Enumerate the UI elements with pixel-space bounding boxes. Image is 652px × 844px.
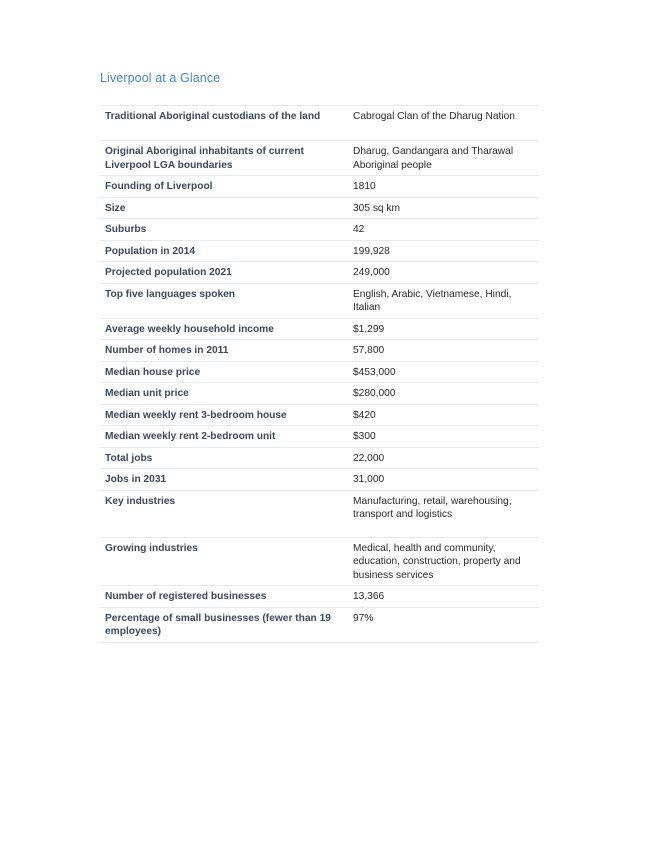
table-row bbox=[99, 426, 539, 448]
table-row bbox=[99, 447, 539, 469]
row-value: 13,366 bbox=[353, 591, 385, 602]
table-row bbox=[99, 383, 539, 405]
row-label: Percentage of small businesses (fewer than 19 employees) bbox=[105, 612, 331, 637]
row-value: 31,000 bbox=[353, 474, 385, 485]
row-value: Cabrogal Clan of the Dharug Nation bbox=[353, 111, 515, 122]
row-value: 42 bbox=[353, 224, 365, 235]
table-row bbox=[99, 262, 539, 284]
row-label: Traditional Aboriginal custodians of the land bbox=[105, 111, 321, 122]
row-value: Manufacturing, retail, warehousing, transport and logistics bbox=[353, 495, 512, 520]
row-value: 249,000 bbox=[353, 267, 390, 278]
row-label: Suburbs bbox=[105, 224, 147, 235]
row-label: Median house price bbox=[105, 366, 201, 378]
row-value: 22,000 bbox=[353, 452, 385, 464]
row-label: Size bbox=[105, 202, 126, 214]
page-title: Liverpool at a Glance bbox=[100, 71, 221, 85]
row-value: $453,000 bbox=[353, 366, 396, 378]
table-row bbox=[99, 537, 539, 586]
table-row bbox=[99, 141, 539, 176]
table-row bbox=[99, 318, 539, 340]
row-value: 305 sq km bbox=[353, 202, 400, 214]
row-value: English, Arabic, Vietnamese, Hindi, Italian bbox=[353, 288, 512, 313]
row-label: Median unit price bbox=[105, 388, 189, 399]
table-row bbox=[99, 176, 539, 198]
row-label: Population in 2014 bbox=[105, 245, 196, 257]
row-label: Projected population 2021 bbox=[105, 267, 232, 278]
row-value: 57,800 bbox=[353, 345, 385, 356]
table-row bbox=[99, 586, 539, 608]
row-label: Median weekly rent 3-bedroom house bbox=[105, 409, 287, 421]
table-row bbox=[99, 197, 539, 219]
row-value: 97% bbox=[353, 612, 374, 624]
table-row bbox=[99, 490, 539, 537]
row-label: Key industries bbox=[105, 495, 176, 507]
row-label: Number of registered businesses bbox=[105, 591, 267, 602]
row-label: Growing industries bbox=[105, 542, 198, 554]
table-row bbox=[99, 607, 539, 642]
row-label: Founding of Liverpool bbox=[105, 181, 213, 192]
table-row bbox=[99, 340, 539, 362]
row-label: Top five languages spoken bbox=[105, 288, 236, 300]
table-row bbox=[99, 240, 539, 262]
table-row bbox=[99, 106, 539, 141]
row-value: 1810 bbox=[353, 181, 376, 192]
table-row bbox=[99, 469, 539, 491]
table-row bbox=[99, 219, 539, 241]
row-label: Average weekly household income bbox=[105, 323, 274, 335]
facts-table bbox=[99, 105, 539, 643]
row-value: 199,928 bbox=[353, 245, 390, 257]
row-value: Medical, health and community, education, construction, property and business services bbox=[353, 542, 521, 581]
table-row bbox=[99, 404, 539, 426]
row-value: $1,299 bbox=[353, 323, 385, 335]
row-label: Original Aboriginal inhabitants of current Liverpool LGA boundaries bbox=[105, 146, 304, 171]
row-label: Median weekly rent 2-bedroom unit bbox=[105, 431, 276, 442]
row-label: Total jobs bbox=[105, 452, 153, 464]
row-value: $300 bbox=[353, 431, 376, 442]
row-value: $280,000 bbox=[353, 388, 396, 399]
table-row bbox=[99, 283, 539, 318]
row-value: $420 bbox=[353, 409, 376, 421]
row-label: Jobs in 2031 bbox=[105, 474, 167, 485]
row-value: Dharug, Gandangara and Tharawal Aboriginal people bbox=[353, 146, 514, 171]
table-row bbox=[99, 361, 539, 383]
row-label: Number of homes in 2011 bbox=[105, 345, 229, 356]
